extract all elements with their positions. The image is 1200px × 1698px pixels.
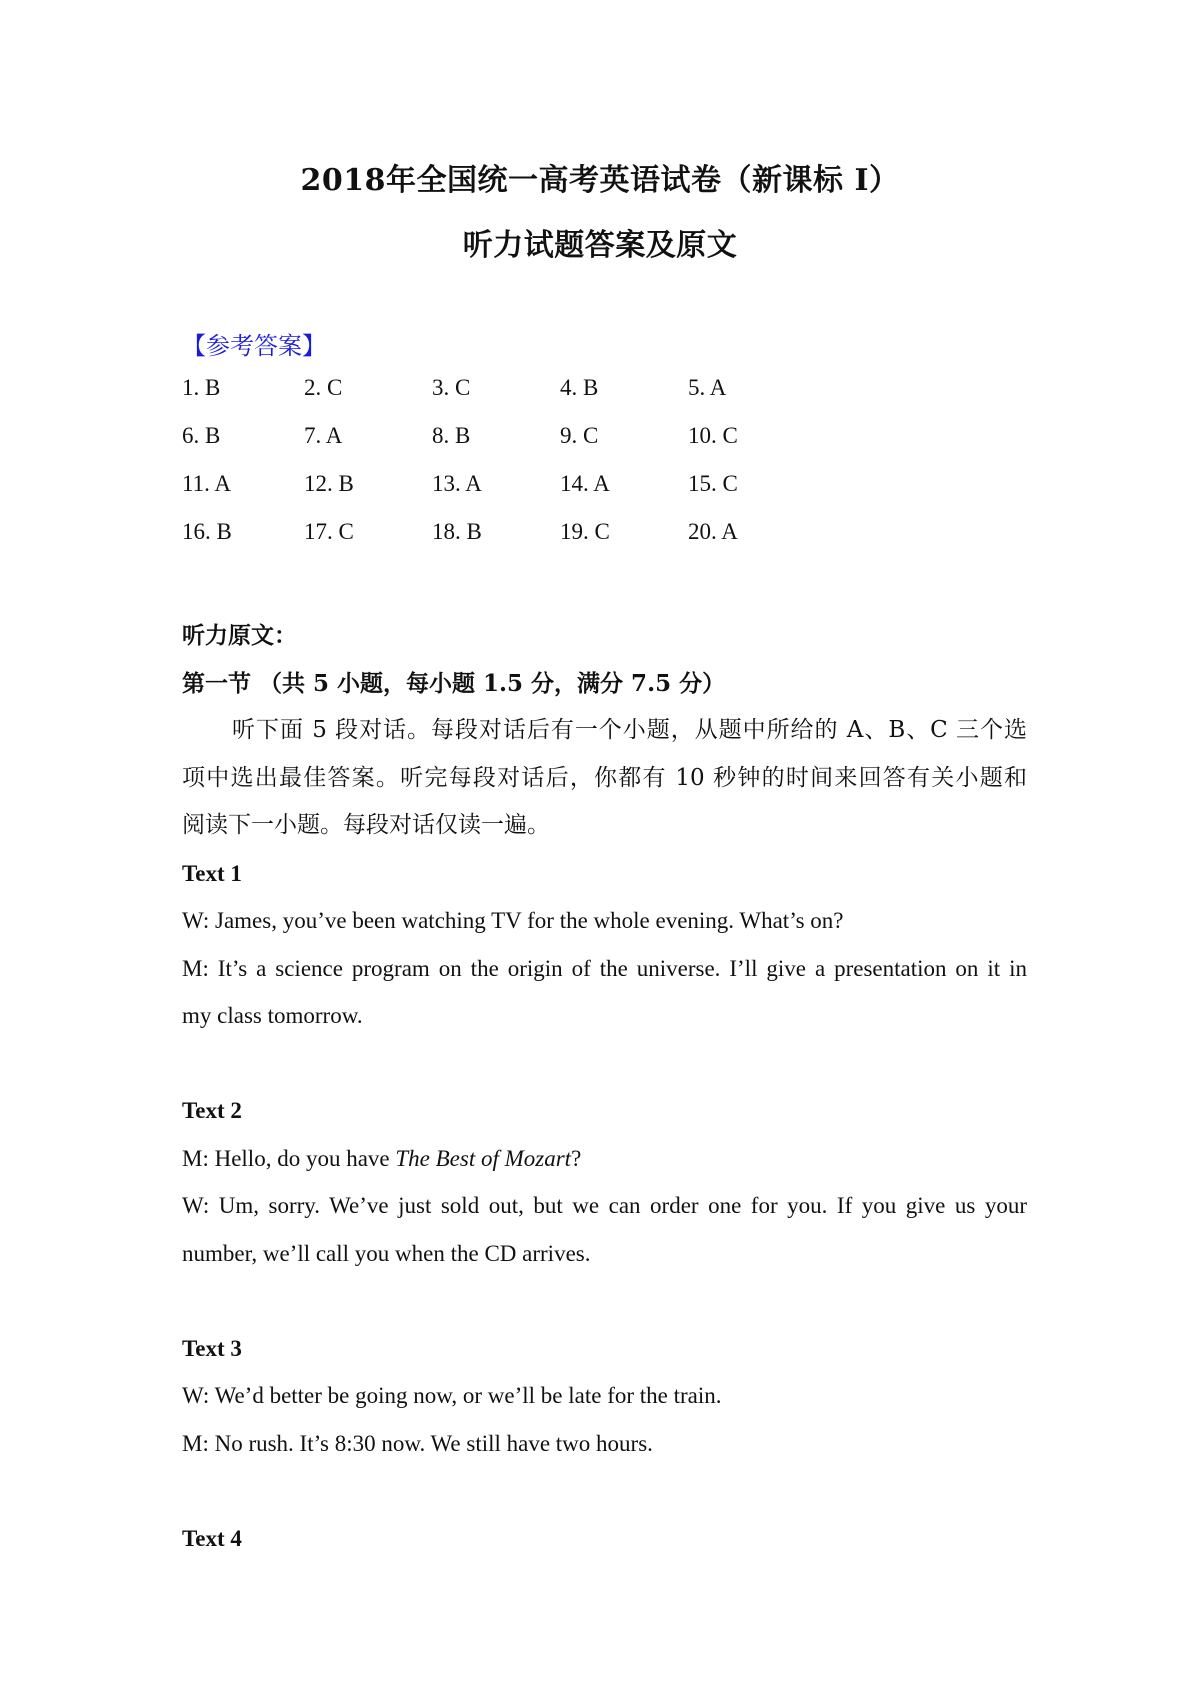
answer-row bbox=[182, 471, 882, 519]
answer-item: 10. C bbox=[688, 423, 738, 448]
answer-item: 13. A bbox=[432, 471, 482, 496]
spacer bbox=[182, 1467, 1027, 1515]
dialogue-line: number, we’ll call you when the CD arrives. bbox=[182, 1240, 591, 1266]
dialogue-line bbox=[182, 1135, 1027, 1183]
answer-item: 3. C bbox=[432, 375, 471, 400]
answer-item: 16. B bbox=[182, 519, 232, 544]
cd-title: The Best of Mozart bbox=[395, 1145, 572, 1171]
answer-row bbox=[182, 423, 882, 471]
dialogue-line: M: It’s a science program on the origin of the universe. I’ll give a presentation on it in bbox=[182, 955, 1027, 981]
answer-item: 8. B bbox=[432, 423, 471, 448]
transcript-heading: 听力原文： bbox=[182, 622, 297, 649]
page-title: 2018年全国统一高考英语试卷（新课标 I） bbox=[300, 163, 900, 198]
text-heading: Text 2 bbox=[182, 1098, 242, 1123]
answer-item: 12. B bbox=[304, 471, 354, 496]
section-heading: 第一节 （共 5 小题，每小题 1.5 分，满分 7.5 分） bbox=[182, 669, 726, 697]
text-heading: Text 1 bbox=[182, 860, 242, 886]
dialogue-line: W: Um, sorry. We’ve just sold out, but we can order one for you. If you give us your bbox=[182, 1193, 1027, 1218]
dialogue-line: W: We’d better be going now, or we’ll be late for the train. bbox=[182, 1383, 722, 1408]
answer-item: 19. C bbox=[560, 519, 610, 544]
answer-item: 5. A bbox=[688, 375, 727, 400]
answer-item: 14. A bbox=[560, 471, 610, 496]
dialogue-text: ? bbox=[571, 1145, 582, 1171]
dialogue-line: my class tomorrow. bbox=[182, 1003, 363, 1028]
answer-item: 6. B bbox=[182, 423, 221, 448]
text-heading: Text 3 bbox=[182, 1335, 242, 1361]
answer-item: 17. C bbox=[304, 519, 354, 544]
answer-item: 20. A bbox=[688, 519, 738, 544]
answer-item: 7. A bbox=[304, 423, 343, 448]
transcript bbox=[182, 612, 1027, 1562]
instructions-line: 项中选出最佳答案。听完每段对话后，你都有 10 秒钟的时间来回答有关小题和 bbox=[182, 764, 1027, 791]
text-heading: Text 4 bbox=[182, 1525, 242, 1551]
answers-heading: 【参考答案】 bbox=[182, 332, 326, 360]
answer-row bbox=[182, 375, 882, 423]
answer-item: 15. C bbox=[688, 471, 738, 496]
answer-row bbox=[182, 519, 882, 567]
answer-item: 2. C bbox=[304, 375, 343, 400]
answer-item: 18. B bbox=[432, 519, 482, 544]
dialogue-line: W: James, you’ve been watching TV for the whole evening. What’s on? bbox=[182, 908, 844, 933]
dialogue-line: M: No rush. It’s 8:30 now. We still have two hours. bbox=[182, 1430, 653, 1456]
answer-item: 11. A bbox=[182, 471, 231, 496]
answer-grid bbox=[182, 375, 882, 567]
dialogue-text: M: Hello, do you have bbox=[182, 1145, 396, 1171]
spacer bbox=[182, 1040, 1027, 1088]
answer-item: 9. C bbox=[560, 423, 599, 448]
instructions-line: 听下面 5 段对话。每段对话后有一个小题，从题中所给的 A、B、C 三个选 bbox=[232, 717, 1027, 743]
page-subtitle: 听力试题答案及原文 bbox=[462, 228, 738, 263]
spacer bbox=[182, 1277, 1027, 1325]
answer-item: 1. B bbox=[182, 375, 221, 400]
answer-item: 4. B bbox=[560, 375, 599, 400]
instructions-line: 阅读下一小题。每段对话仅读一遍。 bbox=[182, 812, 550, 838]
